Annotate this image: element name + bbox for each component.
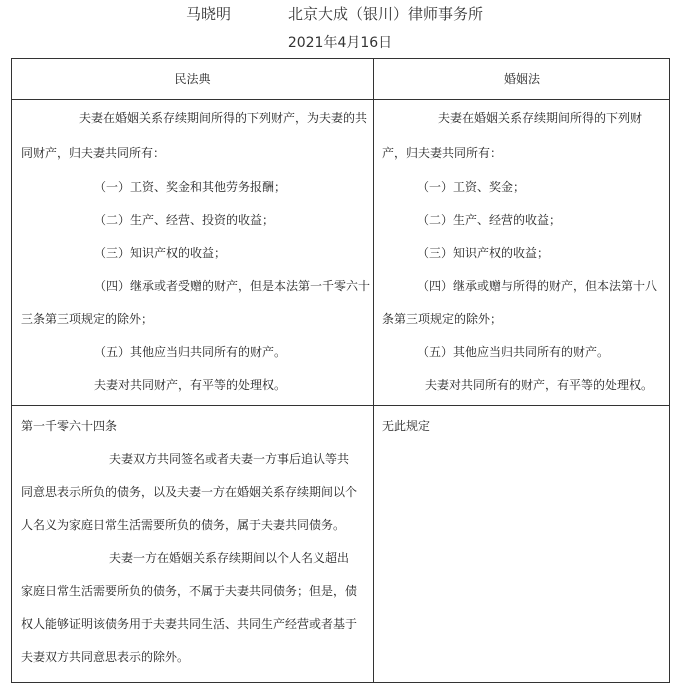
column-header-marriage-law: 婚姻法 [503, 72, 540, 86]
civil-code-text-line: （一）工资、奖金和其他劳务报酬； [94, 180, 287, 194]
marriage-law-text-line: 条第三项规定的除外； [382, 312, 503, 326]
marriage-law-text-line: （二）生产、经营的收益； [417, 213, 562, 227]
civil-code-text-line: 同财产，归夫妻共同所有： [21, 146, 166, 160]
article-number: 第一千零六十四条 [21, 419, 118, 433]
header-row-divider [12, 99, 669, 100]
article-text-line: 人名义为家庭日常生活需要所负的债务，属于夫妻共同债务。 [21, 518, 346, 532]
civil-code-text-line: （二）生产、经营、投资的收益； [94, 213, 275, 227]
law-firm-name: 北京大成（银川）律师事务所 [288, 5, 484, 23]
civil-code-text-line: 夫妻在婚姻关系存续期间所得的下列财产，为夫妻的共 [79, 111, 368, 125]
marriage-law-text-line: （四）继承或赠与所得的财产，但本法第十八 [417, 279, 658, 293]
marriage-law-text-line: 产，归夫妻共同所有： [382, 146, 503, 160]
header [0, 3, 680, 25]
marriage-law-text-line: 夫妻在婚姻关系存续期间所得的下列财 [438, 111, 643, 125]
civil-code-text-line: （四）继承或者受赠的财产，但是本法第一千零六十 [94, 279, 371, 293]
comparison-table [11, 58, 670, 683]
article-text-line: 夫妻一方在婚姻关系存续期间以个人名义超出 [109, 551, 350, 565]
no-provision-note: 无此规定 [382, 419, 431, 433]
marriage-law-text-line: （五）其他应当归共同所有的财产。 [417, 345, 610, 359]
row-divider [12, 405, 669, 406]
document-date: 2021年4月16日 [287, 35, 393, 51]
civil-code-text-line: 夫妻对共同财产，有平等的处理权。 [94, 378, 287, 392]
civil-code-text-line: 三条第三项规定的除外； [21, 312, 154, 326]
civil-code-text-line: （五）其他应当归共同所有的财产。 [94, 345, 287, 359]
article-text-line: 同意思表示所负的债务，以及夫妻一方在婚姻关系存续期间以个 [21, 485, 358, 499]
article-text-line: 夫妻双方共同意思表示的除外。 [21, 650, 190, 664]
marriage-law-text-line: 夫妻对共同所有的财产，有平等的处理权。 [425, 378, 654, 392]
author-name: 马晓明 [186, 5, 232, 23]
marriage-law-text-line: （三）知识产权的收益； [417, 246, 550, 260]
marriage-law-text-line: （一）工资、奖金； [417, 180, 526, 194]
civil-code-text-line: （三）知识产权的收益； [94, 246, 227, 260]
article-text-line: 家庭日常生活需要所负的债务，不属于夫妻共同债务；但是，债 [21, 584, 358, 598]
column-divider [373, 59, 374, 682]
article-text-line: 权人能够证明该债务用于夫妻共同生活、共同生产经营或者基于 [21, 617, 358, 631]
article-text-line: 夫妻双方共同签名或者夫妻一方事后追认等共 [109, 452, 350, 466]
column-header-civil-code: 民法典 [174, 72, 211, 86]
